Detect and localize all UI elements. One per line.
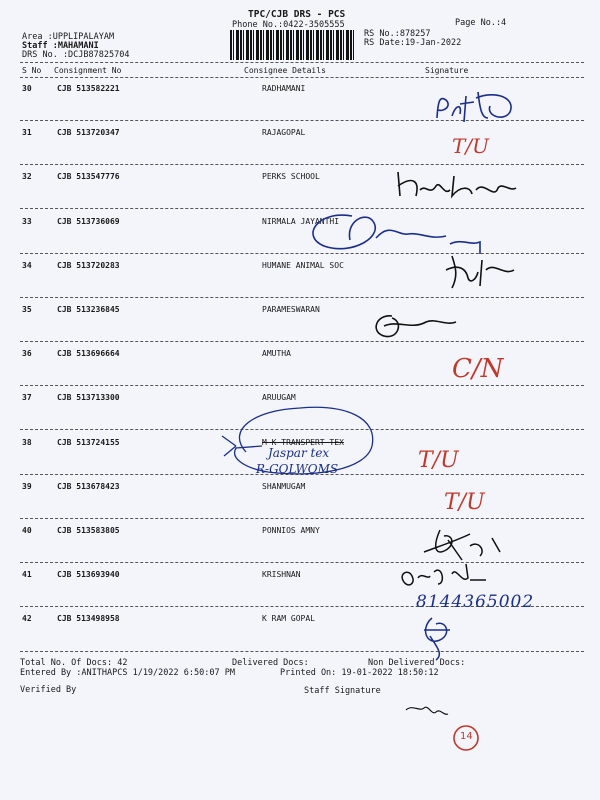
handwritten-phone-row-41: 8144365002 — [416, 592, 535, 612]
row-consignee-name: M K TRANSPERT TEX — [262, 438, 344, 447]
handwritten-cn-row-36: C/N — [452, 354, 504, 384]
col-sno: S No — [22, 66, 42, 75]
row-serial-number: 42 — [22, 614, 32, 623]
row-divider — [20, 429, 584, 430]
row-divider — [20, 253, 584, 254]
row-consignee-name: PERKS SCHOOL — [262, 172, 320, 181]
row-consignment-number: CJB 513582221 — [57, 84, 120, 93]
row-consignee-name: SHANMUGAM — [262, 482, 306, 491]
col-consignee: Consignee Details — [244, 66, 326, 75]
signature-row-40 — [424, 530, 500, 560]
row-consignment-number: CJB 513696664 — [57, 349, 120, 358]
verified-by: Verified By — [20, 685, 77, 695]
row-serial-number: 31 — [22, 128, 32, 137]
phone-number: Phone No.:0422-3505555 — [232, 20, 345, 30]
footer-rule — [20, 651, 584, 652]
rs-number: RS No.:878257 — [364, 29, 431, 39]
row-serial-number: 38 — [22, 438, 32, 447]
row-consignee-name: K RAM GOPAL — [262, 614, 315, 623]
row-divider — [20, 385, 584, 386]
row-serial-number: 39 — [22, 482, 32, 491]
row-consignee-name: RADHAMANI — [262, 84, 306, 93]
row-consignment-number: CJB 513736069 — [57, 217, 120, 226]
row-serial-number: 35 — [22, 305, 32, 314]
row-divider — [20, 164, 584, 165]
col-signature: Signature — [425, 66, 469, 75]
red-stamp-number: 14 — [460, 731, 473, 742]
entered-by: Entered By :ANITHAPCS 1/19/2022 6:50:07 PM — [20, 668, 235, 678]
total-docs: Total No. Of Docs: 42 — [20, 658, 128, 668]
row-divider — [20, 297, 584, 298]
area-label: Area :UPPLIPALAYAM — [22, 32, 115, 42]
barcode — [230, 30, 354, 60]
signature-row-42 — [424, 618, 450, 660]
row-serial-number: 41 — [22, 570, 32, 579]
signature-row-41 — [402, 564, 486, 585]
row-consignment-number: CJB 513724155 — [57, 438, 120, 447]
staff-signature-mark — [406, 707, 448, 714]
row-divider — [20, 562, 584, 563]
row-consignment-number: CJB 513720283 — [57, 261, 120, 270]
signature-row-35 — [376, 316, 456, 337]
row-consignment-number: CJB 513498958 — [57, 614, 120, 623]
row-consignment-number: CJB 513720347 — [57, 128, 120, 137]
row-serial-number: 36 — [22, 349, 32, 358]
signature-row-34 — [446, 256, 514, 288]
row-consignee-name: PONNIOS AMNY — [262, 526, 320, 535]
header-rule-top — [20, 62, 584, 63]
row-consignment-number: CJB 513547776 — [57, 172, 120, 181]
row-serial-number: 34 — [22, 261, 32, 270]
handwritten-tu-row-38: T/U — [418, 448, 459, 473]
row-consignee-name: RAJAGOPAL — [262, 128, 306, 137]
row-consignment-number: CJB 513236845 — [57, 305, 120, 314]
row-consignee-name: PARAMESWARAN — [262, 305, 320, 314]
row-consignee-name: HUMANE ANIMAL SOC — [262, 261, 344, 270]
row-consignee-name: KRISHNAN — [262, 570, 301, 579]
document-title: TPC/CJB DRS - PCS — [248, 9, 346, 20]
signature-row-30 — [437, 92, 511, 122]
printed-on: Printed On: 19-01-2022 18:50:12 — [280, 668, 439, 678]
delivered-docs: Delivered Docs: — [232, 658, 309, 668]
arrow-row-38 — [222, 436, 236, 456]
drs-number: DRS No. :DCJB87825704 — [22, 50, 130, 60]
row-consignment-number: CJB 513583805 — [57, 526, 120, 535]
row-consignment-number: CJB 513678423 — [57, 482, 120, 491]
row-divider — [20, 518, 584, 519]
row-divider — [20, 120, 584, 121]
handwritten-note-row-38-line1: Jaspar tex — [268, 446, 330, 460]
row-serial-number: 40 — [22, 526, 32, 535]
col-consignment: Consignment No — [54, 66, 122, 75]
staff-signature-label: Staff Signature — [304, 686, 381, 696]
row-consignee-name: AMUTHA — [262, 349, 291, 358]
row-divider — [20, 208, 584, 209]
row-consignment-number: CJB 513693940 — [57, 570, 120, 579]
page-number: Page No.:4 — [455, 18, 507, 28]
rs-date: RS Date:19-Jan-2022 — [364, 38, 462, 48]
handwritten-tu-row-31: T/U — [452, 134, 489, 158]
non-delivered-docs: Non Delivered Docs: — [368, 658, 466, 668]
signature-row-32 — [398, 172, 516, 196]
staff-label: Staff :MAHAMANI — [22, 41, 99, 51]
row-serial-number: 30 — [22, 84, 32, 93]
row-serial-number: 32 — [22, 172, 32, 181]
header-rule-bottom — [20, 77, 584, 78]
row-consignee-name: NIRMALA JAYANTHI — [262, 217, 340, 226]
handwritten-tu-row-39: T/U — [444, 490, 485, 515]
row-serial-number: 37 — [22, 393, 32, 402]
handwritten-note-row-38-line2: R-GOLWOMS — [256, 462, 339, 476]
row-consignee-name: ARUUGAM — [262, 393, 296, 402]
row-serial-number: 33 — [22, 217, 32, 226]
row-consignment-number: CJB 513713300 — [57, 393, 120, 402]
row-divider — [20, 341, 584, 342]
